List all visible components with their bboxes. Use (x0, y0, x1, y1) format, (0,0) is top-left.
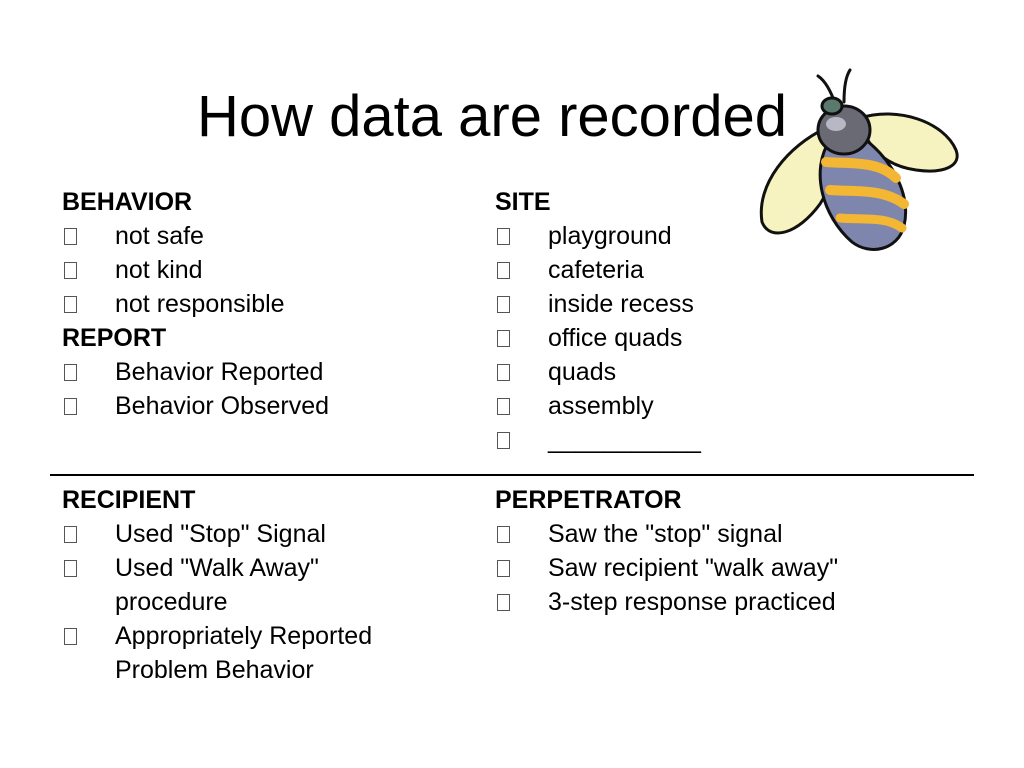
report-item-label: Behavior Reported (115, 358, 324, 386)
site-item[interactable] (495, 321, 915, 355)
behavior-report-column (62, 185, 482, 423)
checkbox-icon[interactable] (495, 551, 548, 585)
site-heading: SITE (495, 188, 551, 216)
checkbox-icon[interactable] (495, 389, 548, 423)
checkbox-icon[interactable] (495, 585, 548, 619)
report-item[interactable] (62, 355, 482, 389)
checkbox-icon[interactable] (62, 287, 115, 321)
recipient-item[interactable] (62, 517, 442, 551)
checkbox-icon[interactable] (62, 619, 115, 653)
site-item-label: playground (548, 222, 672, 250)
checkbox-icon[interactable] (62, 355, 115, 389)
perpetrator-item[interactable] (495, 517, 915, 551)
site-item[interactable] (495, 389, 915, 423)
checkbox-icon[interactable] (495, 355, 548, 389)
site-item-label: office quads (548, 324, 683, 352)
recipient-item[interactable] (62, 551, 442, 619)
behavior-item[interactable] (62, 219, 482, 253)
checkbox-icon[interactable] (495, 219, 548, 253)
checkbox-icon[interactable] (62, 219, 115, 253)
checkbox-icon[interactable] (495, 321, 548, 355)
site-item-label: quads (548, 358, 617, 386)
checkbox-icon[interactable] (495, 253, 548, 287)
report-heading: REPORT (62, 324, 167, 352)
behavior-item[interactable] (62, 253, 482, 287)
site-item[interactable] (495, 253, 915, 287)
checkbox-icon[interactable] (495, 423, 548, 457)
behavior-item-label: not responsible (115, 290, 285, 318)
checkbox-icon[interactable] (62, 517, 115, 551)
behavior-item-label: not safe (115, 222, 204, 250)
site-item-label: assembly (548, 392, 654, 420)
site-item-blank[interactable] (495, 423, 915, 457)
perpetrator-item[interactable] (495, 585, 915, 619)
perpetrator-item-label: Saw the "stop" signal (548, 520, 783, 548)
recipient-item[interactable] (62, 619, 442, 687)
perpetrator-item-label: 3-step response practiced (548, 588, 836, 616)
site-item-blank-line: ___________ (548, 426, 701, 454)
checkbox-icon[interactable] (62, 389, 115, 423)
behavior-heading: BEHAVIOR (62, 188, 193, 216)
site-item-label: inside recess (548, 290, 694, 318)
behavior-item-label: not kind (115, 256, 203, 284)
behavior-item[interactable] (62, 287, 482, 321)
recipient-item-label: Used "Stop" Signal (115, 520, 326, 548)
recipient-column (62, 483, 442, 687)
site-item-label: cafeteria (548, 256, 644, 284)
checkbox-icon[interactable] (495, 287, 548, 321)
site-item[interactable] (495, 219, 915, 253)
recipient-item-label: Used "Walk Away" procedure (115, 554, 319, 616)
site-item[interactable] (495, 355, 915, 389)
checkbox-icon[interactable] (495, 517, 548, 551)
recipient-item-label: Appropriately Reported Problem Behavior (115, 622, 373, 684)
perpetrator-item-label: Saw recipient "walk away" (548, 554, 839, 582)
section-divider (50, 474, 974, 476)
site-column (495, 185, 915, 457)
perpetrator-heading: PERPETRATOR (495, 486, 682, 514)
report-item-label: Behavior Observed (115, 392, 330, 420)
checkbox-icon[interactable] (62, 253, 115, 287)
report-item[interactable] (62, 389, 482, 423)
slide-title: How data are recorded (197, 84, 787, 149)
perpetrator-item[interactable] (495, 551, 915, 585)
checkbox-icon[interactable] (62, 551, 115, 585)
site-item[interactable] (495, 287, 915, 321)
perpetrator-column (495, 483, 915, 619)
recipient-heading: RECIPIENT (62, 486, 196, 514)
